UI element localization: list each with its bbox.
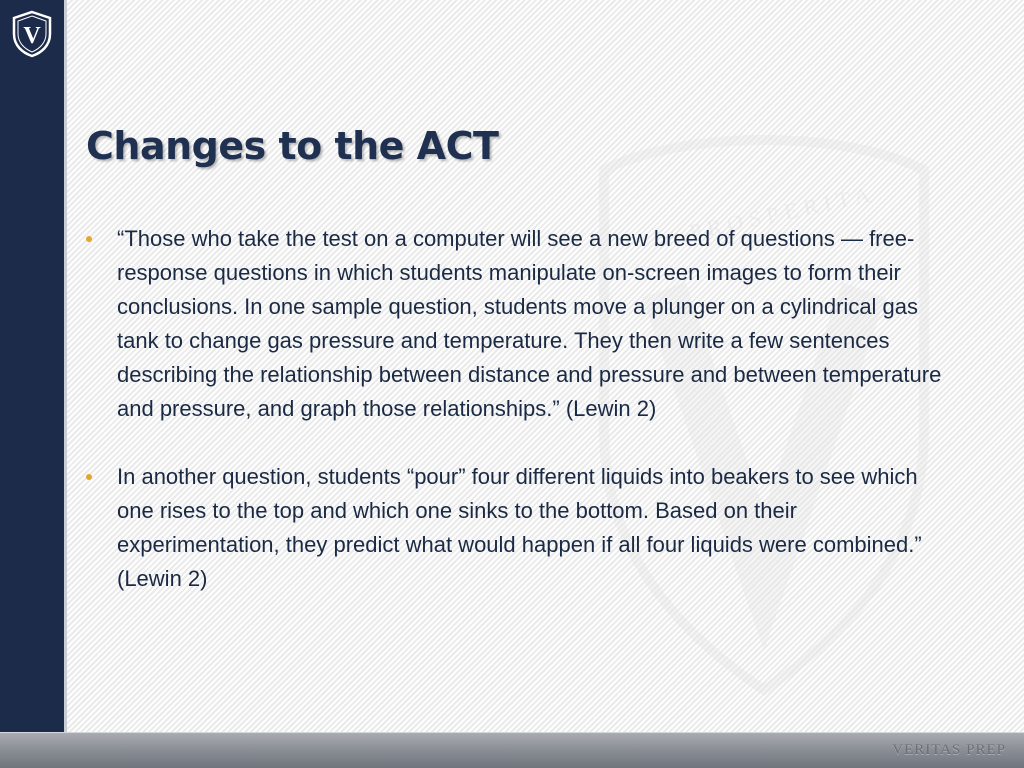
sidebar bbox=[0, 0, 64, 732]
bullet-item bbox=[86, 222, 956, 426]
bullet-text: “Those who take the test on a computer will see a new breed of questions — free-response questions in which students manipulate on-screen images to form their conclusions. In one sample question, students move a plunger on a cylindrical gas tank to change gas pressure and temperature. They then write a few sentences describing the relationship between distance and pressure and between temperature and pressure, and graph those relationships.” (Lewin 2) bbox=[117, 226, 942, 421]
slide-title: Changes to the ACT bbox=[86, 124, 499, 168]
bullet-item bbox=[86, 460, 956, 596]
shield-v-icon bbox=[10, 10, 54, 58]
slide-content bbox=[86, 222, 956, 630]
bullet-text: In another question, students “pour” four different liquids into beakers to see which one rises to the top and which one sinks to the bottom. Based on their experimentation, they predict what would happen if all four liquids were combined.” (Lewin 2) bbox=[117, 464, 922, 591]
logo-letter: V bbox=[23, 23, 41, 49]
bullet-list bbox=[86, 222, 956, 596]
bullet-dot-icon bbox=[86, 236, 92, 242]
bullet-dot-icon bbox=[86, 474, 92, 480]
sidebar-edge bbox=[64, 0, 67, 732]
watermark-text: PROSPERITA bbox=[686, 180, 879, 245]
footer-bar bbox=[0, 732, 1024, 768]
footer-brand: VERITAS PREP bbox=[892, 742, 1006, 758]
